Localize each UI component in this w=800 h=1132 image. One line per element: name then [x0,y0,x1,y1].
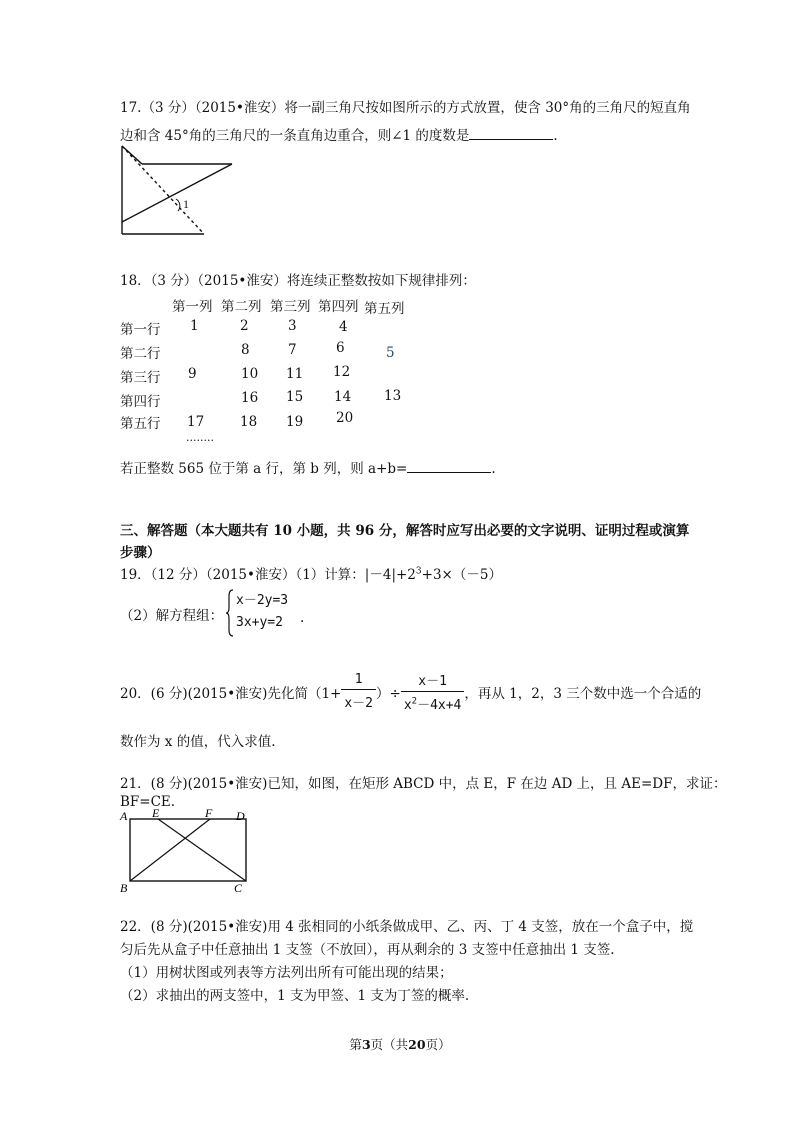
q18-cell: 4 [339,319,348,335]
q21-label-c: C [234,881,243,895]
q17-long-hypotenuse [122,164,232,222]
q20-fraction-2-numerator: x－1 [418,674,447,689]
q18-col-header: 第三列 [270,299,311,315]
q18-cell: 19 [286,414,304,430]
q19-exponent: 3 [415,566,422,577]
q22-line1: 22．(8 分)(2015•淮安)用 4 张相同的小纸条做成甲、乙、丙、丁 4 支签，放在一个盒子中，搅 [120,919,694,935]
q17-line2-text: 边和含 45°角的三角尺的一条直角边重合，则∠1 的度数是 [120,128,470,144]
q20-den-rest: －4x+4 [417,698,462,713]
q18-answer-blank [407,458,491,473]
q18-cell: 2 [240,318,249,334]
q21-segment-bf [130,819,210,881]
q17-line2-end: . [553,128,558,144]
q18-col-header: 第一列 [172,299,213,315]
q18-cell: 12 [333,364,351,380]
q20-fraction-2-denominator [401,691,465,713]
q20-line2: 数作为 x 的值，代入求值. [120,734,276,750]
q19-part2-label: （2）解方程组： [120,608,224,624]
q19-equation-2: 3x+y=2 [236,615,283,630]
q17-top-left-diagonal [122,146,142,164]
q19-equation-1: x－2y=3 [236,593,289,608]
q21-rectangle [130,819,246,881]
q20-prefix: 20．(6 分)(2015•淮安)先化简（1+ [120,685,342,702]
footer-page-number: 3 [361,1037,371,1052]
q18-col-header: 第二列 [221,299,262,315]
q18-question-text: 若正整数 565 位于第 a 行，第 b 列，则 a+b= [120,461,408,477]
q18-cell: 18 [240,414,258,430]
q21-label-a: A [120,809,128,823]
q18-question-end: . [491,461,496,477]
q18-intro: 18．（3 分）（2015•淮安）将连续正整数按如下规律排列： [120,273,476,289]
q17-triangle-figure [112,140,242,240]
footer-total-pages: 20 [408,1037,426,1052]
q18-cell: 20 [336,410,354,426]
q18-cell: 10 [241,366,259,382]
q22-line2: 匀后先从盒子中任意抽出 1 支签（不放回），再从剩余的 3 支签中任意抽出 1 支签. [120,942,615,958]
q18-cell: 1 [190,318,199,334]
q18-row-label: 第五行 [120,416,161,432]
q20-fraction-1 [341,672,376,711]
q18-row-label: 第一行 [120,322,161,338]
q21-label-d: D [236,809,245,823]
q22-line4: （2）求抽出的两支签中，1 支为甲签、1 支为丁签的概率. [120,988,470,1004]
q18-cell: 3 [288,318,297,334]
footer-prefix: 第 [349,1037,362,1052]
q21-label-f: F [205,808,213,820]
q19-part2-end: . [300,610,305,626]
q20-fraction-1-denominator: x－2 [341,689,376,711]
q18-cell: 11 [286,366,304,382]
q18-cell: 17 [187,414,205,430]
q21-segment-ce [158,819,246,881]
q18-cell: 9 [188,366,197,382]
q20-line1 [120,670,701,713]
q18-cell: 13 [384,388,402,404]
q17-dashed-hypotenuse [122,146,204,234]
q17-answer-blank [469,125,553,140]
q18-cell: 8 [241,342,250,358]
section3-heading-line2: 步骤） [120,545,161,561]
q21-label-e: E [152,808,160,820]
q20-suffix: ，再从 1，2，3 三个数中选一个合适的 [464,685,702,702]
footer-suffix: 页） [425,1037,451,1052]
q18-col-header: 第五列 [364,301,405,317]
page-footer [0,1035,800,1053]
footer-mid: 页（共 [370,1037,409,1052]
q21-line1: 21．(8 分)(2015•淮安)已知，如图，在矩形 ABCD 中，点 E，F 在边 AD 上，且 AE=DF，求证： [120,776,727,792]
q21-rectangle-figure [118,808,258,896]
q18-cell: 16 [241,390,259,406]
q18-col-header: 第四列 [318,299,359,315]
q18-cell: 15 [286,389,304,405]
q19-brace [225,588,235,638]
q18-cell: 7 [288,342,297,358]
q18-ellipsis: ........ [186,431,214,444]
q18-row-label: 第四行 [120,394,161,410]
section3-heading-line1: 三、解答题（本大题共有 10 小题，共 96 分，解答时应写出必要的文字说明、证明过程或演算 [120,523,690,539]
q18-row-label: 第三行 [120,370,161,386]
q20-mid: ）÷ [376,685,401,702]
q19-part1-end: +3×（－5） [421,567,502,583]
q20-den-base: x [403,698,412,713]
q20-fraction-2 [401,670,465,713]
q20-den-exponent: 2 [411,696,418,707]
q22-line3: （1）用树状图或列表等方法列出所有可能出现的结果； [120,965,453,981]
q20-fraction-1-numerator: 1 [354,672,363,687]
q18-question [120,457,496,477]
q21-label-b: B [120,881,128,895]
q18-cell: 6 [336,340,345,356]
q17-angle-label: 1 [183,197,189,211]
q18-cell: 5 [386,345,395,361]
q18-cell: 14 [334,389,352,405]
q19-part1-text: 19．（12 分）（2015•淮安）（1）计算：|－4|+2 [120,567,416,583]
q18-row-label: 第二行 [120,346,161,362]
q21-line2: BF=CE. [120,794,176,810]
q19-part1 [120,563,502,583]
q17-line1: 17.（3 分）（2015•淮安）将一副三角尺按如图所示的方式放置，使含 30°角的三角尺的短直角 [120,100,691,116]
